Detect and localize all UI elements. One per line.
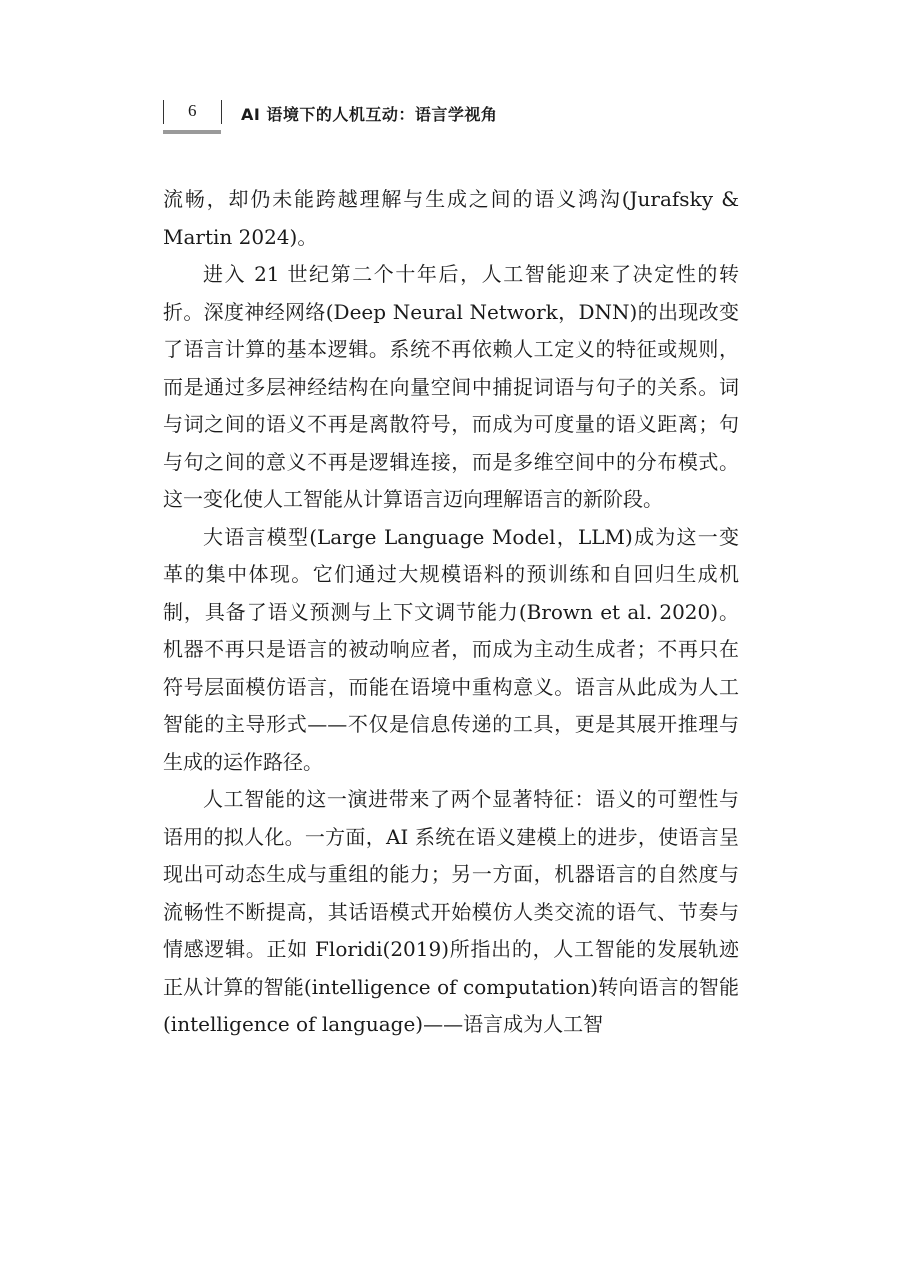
paragraph: 进入 21 世纪第二个十年后，人工智能迎来了决定性的转折。深度神经网络(Deep Neural Network，DNN)的出现改变了语言计算的基本逻辑。系统不再依赖人工定义的特征或规则，而是通过多层神经结构在向量空间中捕捉词语与句子的关系。词与词之间的语义不再是离散符号，而成为可度量的语义距离；句与句之间的意义不再是逻辑连接，而是多维空间中的分布模式。这一变化使人工智能从计算语言迈向理解语言的新阶段。 bbox=[163, 262, 739, 511]
running-title: AI 语境下的人机互动：语言学视角 bbox=[241, 105, 498, 124]
page-number: 6 bbox=[188, 101, 197, 120]
paragraph: 大语言模型(Large Language Model，LLM)成为这一变革的集中体现。它们通过大规模语料的预训练和自回归生成机制，具备了语义预测与上下文调节能力(Brown et al. 2020)。机器不再只是语言的被动响应者，而成为主动生成者；不再只在符号层面模仿语言，而能在语境中重构意义。语言从此成为人工智能的主导形式——不仅是信息传递的工具，更是其展开推理与生成的运作路径。 bbox=[163, 524, 739, 774]
running-head bbox=[163, 100, 763, 130]
header-rule-divider bbox=[221, 100, 222, 124]
body-text bbox=[163, 181, 739, 1044]
paragraph-continued: 流畅，却仍未能跨越理解与生成之间的语义鸿沟(Jurafsky & Martin 2024)。 bbox=[163, 187, 739, 249]
paragraph: 人工智能的这一演进带来了两个显著特征：语义的可塑性与语用的拟人化。一方面，AI 系统在语义建模上的进步，使语言呈现出可动态生成与重组的能力；另一方面，机器语言的自然度与流畅性不断提高，其话语模式开始模仿人类交流的语气、节奏与情感逻辑。正如 Floridi(2019)所指出的，人工智能的发展轨迹正从计算的智能(intelligence of computation)转向语言的智能(intelligence of language)——语言成为人工智 bbox=[163, 787, 739, 1036]
header-rule-left bbox=[163, 100, 164, 124]
page-number-underline bbox=[163, 130, 221, 134]
